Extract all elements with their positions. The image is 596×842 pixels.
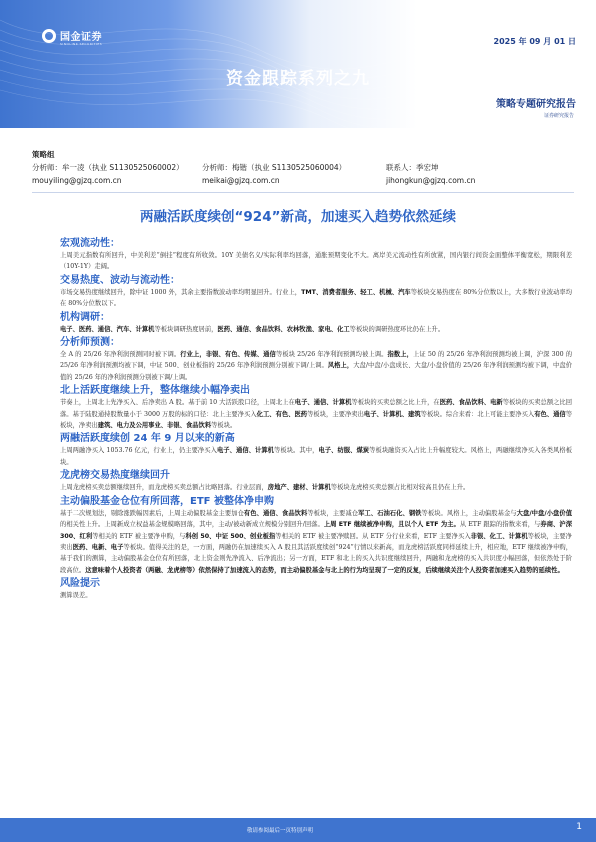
page-number: 1 [576,822,582,832]
logo-circle-icon [42,29,56,43]
section-title-margin-trading: 两融活跃度续创 24 年 9 月以来的新高 [60,433,235,445]
section-text-risk: 测算误差。 [60,592,92,600]
section-text-macro-liquidity: 上周美元指数有所回升，中美利差“倒挂”程度有所收敛。10Y 美债名义/实际利率均回落，通胀预期变化不大。离岸美元流动性有所放紧，国内银行间资金面整体平衡宽松，期限利差（10Y-1Y）走阔。 [60,252,572,271]
contact-email[interactable]: jihongkun@gjzq.com.cn [386,176,476,185]
report-headline: 两融活跃度续创“924”新高，加速买入趋势依然延续 [140,209,456,225]
divider [32,192,574,193]
section-title-trading-heat: 交易热度、波动与流动性： [60,274,180,286]
section-text-margin-trading: 上周两融净买入 1053.76 亿元，行业上，仍主要净买入电子、通信、计算机等板块。其中，电子、纺服、煤炭等板块融资买入占比上升幅度较大。风格上，两融继续净买入各类风格板块。 [60,447,573,466]
author-1-name: 分析师：牟一凌（执业 S1130525060002） [32,163,184,172]
report-kind: 策略专题研究报告 [496,99,576,110]
report-series-title: 资金跟踪系列之九 [226,69,370,89]
author-2-email[interactable]: meikai@gjzq.com.cn [202,176,280,185]
company-logo [42,28,102,43]
section-text-dragon-tiger: 上周龙虎榜买卖总额继续回升，而龙虎榜买卖总额占比略回落。行业层面，房地产、建材、计算机等板块龙虎榜买卖总额占比相对较高且仍在上升。 [60,484,470,492]
author-2-name: 分析师：梅锴（执业 S1130525060004） [202,163,347,172]
footer-disclaimer[interactable]: 敬请参阅最后一页特别声明 [246,828,313,834]
section-text-institution-survey: 电子、医药、通信、汽车、计算机等板块调研热度居前，医药、通信、食品饮料、农林牧渔、家电、化工等板块的调研热度环比仍在上升。 [60,325,445,333]
section-text-analyst-forecast: 全 A 的 25/26 年净利润预测同时被下调。行业上，非银、有色、传媒、通信等板块 25/26 年净利润预测均被上调。指数上，上证 50 的 25/26 年净利润预测均被上调，沪深 300 的 25/26 年净利润预测均被下调，中证 500、创业板指的 25/26 年净利润预测分别被下调/上调。风格上，大盘/中盘/小盘成长、大盘/小盘价值的 25/26 年净利润预测均被下调，中盘价值的 25/26 年的净利润预测分别被下调/上调。 [60,351,573,381]
section-title-analyst-forecast: 分析师预测： [60,337,120,349]
section-text-northbound: 节奏上，上周北上先净买入、后净卖出 A 股。基于前 10 大活跃股口径，上周北上在电子、通信、计算机等板块的买卖总额之比上升，在医药、食品饮料、电新等板块的买卖总额之比回落。基于陆股通持股数量小于 3000 万股的标的口径：北上主要净买入化工、有色、医药等板块，主要净卖出电子、计算机、建筑等板块。综合来看：北上可能主要净买入有色、通信等板块，净卖出建筑、电力及公用事业、非银、食品饮料等板块。 [60,399,573,430]
section-text-trading-heat: 市场交易热度继续回升，除中证 1000 外，其余主要指数波动率均明显回升。行业上，TMT、消费者服务、轻工、机械、汽车等板块交易热度在 80%分位数以上，大多数行业波动率均在 80%分位数以下。 [60,288,573,308]
section-title-macro-liquidity: 宏观流动性： [60,238,120,249]
logo-text: 国金证券 [60,32,102,43]
section-title-fund-etf: 主动偏股基金仓位有所回落，ETF 被整体净申购 [60,495,274,507]
author-1-email[interactable]: mouyiling@gjzq.com.cn [32,176,122,185]
section-text-fund-etf: 基于二次规划法，剔除涨跌幅因素后，上周主动偏股基金主要加仓有色、通信、食品饮料等板块，主要减仓军工、石油石化、钢铁等板块。风格上，主动偏股基金与大盘/中盘/小盘价值的相关性上升。上周新成立权益基金规模略回落，其中，主动/被动新成立规模分别回升/回落。上周 ETF 继续被净申购，且以个人 ETF 为主。从 ETF 跟踪的指数来看，与券商、沪深 300、红利等相关的 ETF 被主要净申购，与科创 50、中证 500、创业板指等相关的 ETF 被主要净赎回。从 ETF 分行业来看，ETF 主要净买入非银、化工、计算机等板块，主要净卖出医药、电新、电子等板块。值得关注的是，一方面，两融仍在加速续买入 A 股且其活跃度续创“924”行情以来新高，而龙虎榜活跃度同样延续上升，相应地，ETF 继续被净申购，基于我们的测算，主动偏股基金仓位有所回落，北上资金则先净流入、后净流出；另一方面，ETF 和北上的买入共识度继续回升，两融和龙虎榜的买入共识度小幅回落，但依然处于阶段高位。这意味着个人投资者（两融、龙虎榜等）依然保持了加速流入的态势，而主动偏股基金与北上的行为均呈现了一定的反复，后续继续关注个人投资者加速买入趋势的延续性。 [60,509,573,574]
report-date: 2025 年 09 月 01 日 [493,37,576,46]
contact-name: 联系人：季宏坤 [386,163,439,172]
section-title-northbound: 北上活跃度继续上升，整体继续小幅净卖出 [60,385,250,397]
team-label: 策略组 [32,150,55,159]
report-body [60,236,572,602]
section-title-risk: 风险提示 [60,578,100,590]
section-title-dragon-tiger: 龙虎榜交易热度继续回升 [60,470,170,482]
logo-subtitle: SINOLINK SECURITIES [60,42,103,46]
report-dept: 证券研究报告 [543,113,574,119]
section-title-institution-survey: 机构调研： [60,311,110,323]
